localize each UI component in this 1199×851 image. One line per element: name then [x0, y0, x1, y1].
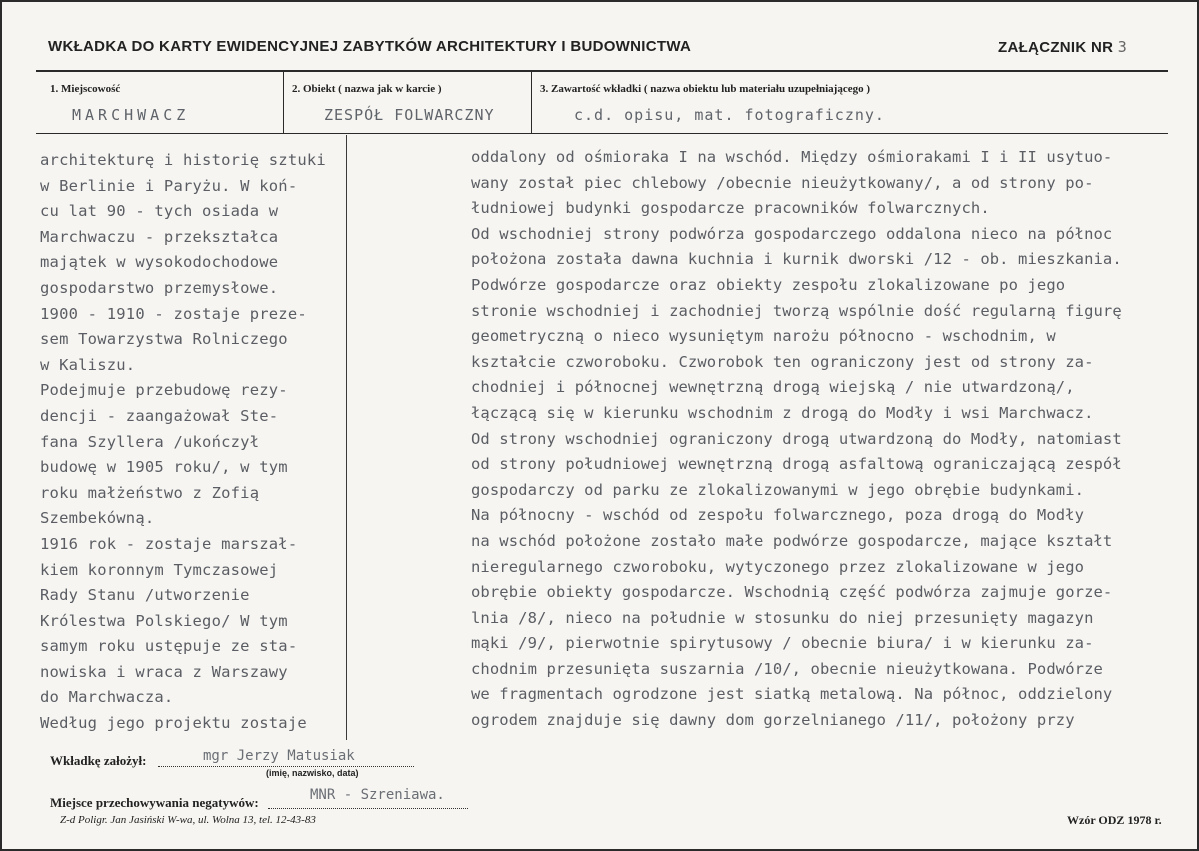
text-line: architekturę i historię sztuki: [40, 151, 326, 169]
text-line: Rady Stanu /utworzenie: [40, 586, 250, 605]
text-line: 1900 - 1910 - zostaje preze-: [40, 304, 307, 323]
text-line: 1916 rok - zostaje marszał-: [40, 534, 298, 553]
text-line: w Berlinie i Paryżu. W koń-: [40, 176, 298, 195]
author-label: Wkładkę założył:: [50, 753, 147, 768]
printer-imprint: Z-d Poligr. Jan Jasiński W-wa, ul. Wolna 13, tel. 12-43-83: [60, 814, 316, 826]
text-line: stronie wschodniej i zachodniej tworzą wspólnie dość regularną figurę: [471, 301, 1122, 320]
text-line: Królestwa Polskiego/ W tym: [40, 611, 288, 630]
field-value-contents: c.d. opisu, mat. fotograficzny.: [574, 106, 885, 124]
text-line: oddalony od ośmioraka I na wschód. Między ośmiorakami I i II usytuo-: [471, 148, 1113, 166]
text-line: sem Towarzystwa Rolniczego: [40, 330, 288, 349]
text-line: Podwórze gospodarcze oraz obiekty zespołu zlokalizowane po jego: [471, 275, 1066, 294]
column-divider: [346, 135, 347, 740]
text-line: Na północny - wschód od zespołu folwarcznego, poza drogą do Modły: [471, 506, 1085, 525]
text-line: cu lat 90 - tych osiada w: [40, 202, 279, 221]
text-line: Od wschodniej strony podwórza gospodarczego oddalona nieco na północ: [471, 224, 1113, 243]
author-hint: (imię, nazwisko, data): [266, 768, 359, 778]
header-rule-bottom: [36, 133, 1168, 134]
field-label-contents: 3. Zawartość wkładki ( nazwa obiektu lub materiału uzupełniającego ): [540, 83, 871, 95]
author-dotted-line: [158, 766, 414, 767]
header-rule-top: [36, 70, 1168, 72]
text-line: Według jego projektu zostaje: [40, 714, 307, 733]
text-line: łudniowej budynki gospodarcze pracowników folwarcznych.: [471, 199, 990, 218]
text-line: łączącą się w kierunku wschodnim z drogą do Modły i wsi Marchwacz.: [471, 403, 1094, 422]
right-text-column: [471, 145, 1161, 734]
text-line: fana Szyllera /ukończył: [40, 432, 260, 451]
text-line: na wschód położone zostało małe podwórze gospodarcze, mające kształt: [471, 531, 1113, 550]
text-line: Podejmuje przebudowę rezy-: [40, 381, 288, 400]
text-line: roku małżeństwo z Zofią: [40, 483, 260, 502]
text-line: samym roku ustępuje ze sta-: [40, 637, 298, 656]
text-line: Od strony wschodniej ograniczony drogą utwardzoną do Modły, natomiast: [471, 429, 1122, 448]
text-line: Marchwaczu - przekształca: [40, 227, 279, 246]
text-line: nowiska i wraca z Warszawy: [40, 662, 288, 681]
text-line: nieregularnego czworoboku, wytyczonego przez zlokalizowane w jego: [471, 557, 1085, 576]
text-line: we fragmentach ogrodzone jest siatką metalową. Na północ, oddzielony: [471, 685, 1113, 704]
text-line: Szembekówną.: [40, 509, 155, 528]
text-line: kształcie czworoboku. Czworobok ten ograniczony jest od strony za-: [471, 352, 1094, 371]
text-line: od strony południowej wewnętrzną drogą asfaltową ograniczającą zespół: [471, 455, 1122, 474]
annex-heading: [998, 38, 1127, 56]
author-value: mgr Jerzy Matusiak: [203, 748, 355, 764]
text-line: majątek w wysokodochodowe: [40, 253, 279, 272]
document-title: WKŁADKA DO KARTY EWIDENCYJNEJ ZABYTKÓW ARCHITEKTURY I BUDOWNICTWA: [48, 38, 692, 55]
text-line: gospodarczy od parku ze zlokalizowanymi w jego obrębie budynkami.: [471, 480, 1085, 499]
annex-label: ZAŁĄCZNIK NR: [998, 39, 1114, 56]
negatives-label: Miejsce przechowywania negatywów:: [50, 795, 259, 810]
text-line: położona została dawna kuchnia i kurnik dworski /12 - ob. mieszkania.: [471, 250, 1122, 269]
text-line: do Marchwacza.: [40, 688, 174, 707]
text-line: kiem koronnym Tymczasowej: [40, 560, 279, 579]
text-line: chodniej i północnej wewnętrzną drogą wiejską / nie utwardzoną/,: [471, 378, 1075, 397]
field-value-object: ZESPÓŁ FOLWARCZNY: [324, 106, 495, 124]
text-line: dencji - zaangażował Ste-: [40, 406, 279, 425]
text-line: gospodarstwo przemysłowe.: [40, 278, 279, 297]
field-divider-2: [531, 72, 532, 133]
field-value-locality: MARCHWACZ: [72, 106, 190, 124]
text-line: chodnim przesunięta suszarnia /10/, obecnie nieużytkowana. Podwórze: [471, 659, 1103, 678]
text-line: w Kaliszu.: [40, 355, 136, 374]
left-text-column: [40, 148, 345, 737]
text-line: mąki /9/, pierwotnie spirytusowy / obecnie biura/ i w kierunku za-: [471, 634, 1094, 653]
negatives-dotted-line: [268, 808, 468, 809]
text-line: budowę w 1905 roku/, w tym: [40, 458, 288, 477]
text-line: lnia /8/, nieco na południe w stosunku do niej przesunięty magazyn: [471, 608, 1094, 627]
field-divider-1: [283, 72, 284, 133]
form-model: Wzór ODZ 1978 r.: [1067, 813, 1162, 827]
annex-number: 3: [1117, 38, 1128, 56]
text-line: ogrodem znajduje się dawny dom gorzelnianego /11/, położony przy: [471, 711, 1075, 730]
text-line: obrębie obiekty gospodarcze. Wschodnią część podwórza zajmuje gorze-: [471, 583, 1113, 602]
field-label-object: 2. Obiekt ( nazwa jak w karcie ): [292, 83, 442, 95]
negatives-value: MNR - Szreniawa.: [310, 787, 445, 803]
text-line: wany został piec chlebowy /obecnie nieużytkowany/, a od strony po-: [471, 173, 1094, 192]
field-label-locality: 1. Miejscowość: [50, 83, 121, 95]
text-line: geometryczną o nieco wysuniętym narożu północno - wschodnim, w: [471, 327, 1056, 346]
